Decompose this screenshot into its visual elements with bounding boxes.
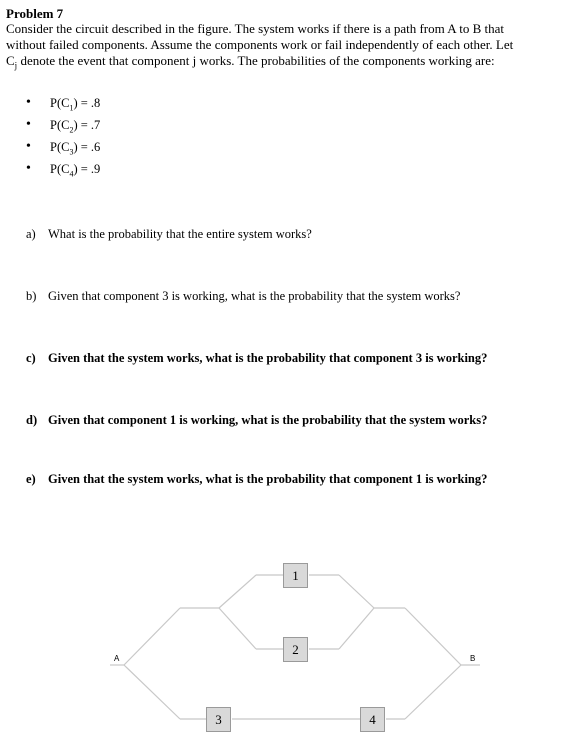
component-4: 4 [360, 707, 385, 732]
wire-upper-b [405, 608, 461, 665]
question-c: c) Given that the system works, what is the probability that component 3 is working? [26, 351, 488, 365]
probability-item: • $P(C_1) = .8$ [26, 96, 100, 118]
node-b-label: B [470, 654, 476, 663]
intro-line-2: without failed components. Assume the components work or fail independently of each other. Let [6, 37, 514, 52]
question-e: e) Given that the system works, what is the probability that component 1 is working? [26, 472, 488, 486]
question-d: d) Given that component 1 is working, what is the probability that the system works? [26, 413, 488, 427]
wire-lower-b [405, 665, 461, 719]
wire-a-upper [124, 608, 180, 665]
wire-a-lower [124, 665, 180, 719]
node-a-label: A [114, 654, 120, 663]
component-2: 2 [283, 637, 308, 662]
intro-c: C [6, 53, 15, 68]
intro-rest: denote the event that component j works. The probabilities of the components working are: [17, 53, 495, 68]
wire-from-1-right [339, 575, 374, 608]
component-3: 3 [206, 707, 231, 732]
wire-to-2-left [219, 608, 256, 649]
wire-from-2-right [339, 608, 374, 649]
intro-j-subscript: j [14, 60, 18, 71]
probability-item: • $P(C_2) = .7$ [26, 118, 100, 140]
probability-item: • $P(C_4) = .9$ [26, 162, 100, 184]
component-1: 1 [283, 563, 308, 588]
question-a: a) What is the probability that the entire system works? [26, 227, 312, 241]
wire-to-1-left [219, 575, 256, 608]
probability-item: • $P(C_3) = .6$ [26, 140, 100, 162]
intro-line-1: Consider the circuit described in the figure. The system works if there is a path from A to B that [6, 21, 504, 36]
problem-title: Problem 7 [6, 6, 64, 21]
question-b: b) Given that component 3 is working, what is the probability that the system works? [26, 289, 461, 303]
